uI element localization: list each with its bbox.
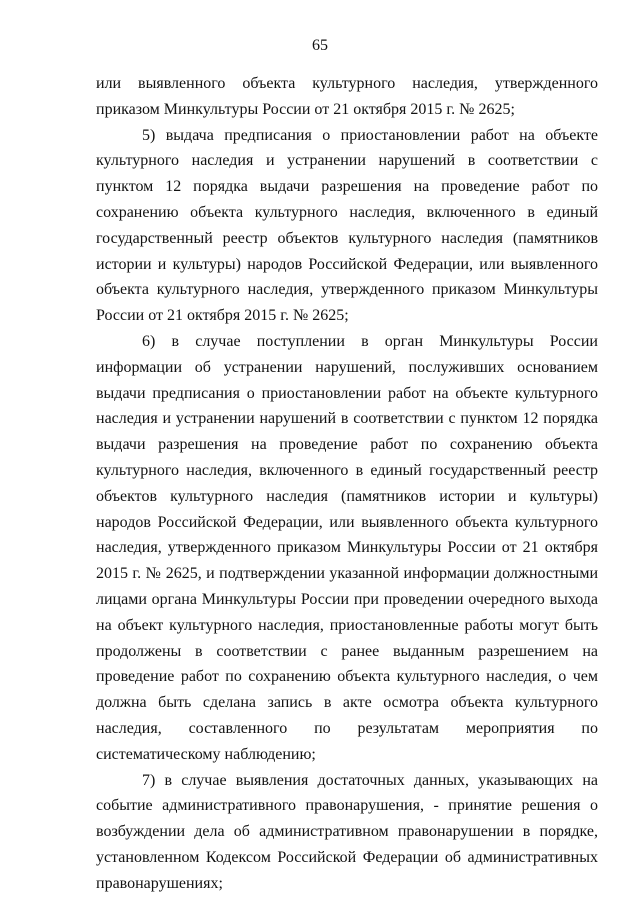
page-number: 65 xyxy=(312,37,328,54)
document-body xyxy=(96,71,598,897)
paragraph-continuation: или выявленного объекта культурного наследия, утвержденного приказом Минкультуры России от 21 октября 2015 г. № 2625; xyxy=(96,75,598,118)
paragraph-item-6: 6) в случае поступлении в орган Минкультуры России информации об устранении нарушений, послуживших основанием выдачи предписания о приостановлении работ на объекте культурного наследия и устранении нарушений в соответствии с пунктом 12 порядка выдачи разрешения на проведение работ по сохранению объекта культурного наследия, включенного в единый государственный реестр объектов культурного наследия (памятников истории и культуры) народов Российской Федерации, или выявленного объекта культурного наследия, утвержденного приказом Минкультуры России от 21 октября 2015 г. № 2625, и подтверждении указанной информации должностными лицами органа Минкультуры России при проведении очередного выхода на объект культурного наследия, приостановленные работы могут быть продолжены в соответствии с ранее выданным разрешением на проведение работ по сохранению объекта культурного наследия, о чем должна быть сделана запись в акте осмотра объекта культурного наследия, составленного по результатам мероприятия по систематическому наблюдению; xyxy=(96,332,598,763)
paragraph-item-7: 7) в случае выявления достаточных данных, указывающих на событие административного правонарушения, - принятие решения о возбуждении дела об административном правонарушении в порядке, установленном Кодексом Российской Федерации об административных правонарушениях; xyxy=(96,771,598,892)
paragraph-item-5: 5) выдача предписания о приостановлении работ на объекте культурного наследия и устранении нарушений в соответствии с пунктом 12 порядка выдачи разрешения на проведение работ по сохранению объекта культурного наследия, включенного в единый государственный реестр объектов культурного наследия (памятников истории и культуры) народов Российской Федерации, или выявленного объекта культурного наследия, утвержденного приказом Минкультуры России от 21 октября 2015 г. № 2625; xyxy=(96,126,598,325)
